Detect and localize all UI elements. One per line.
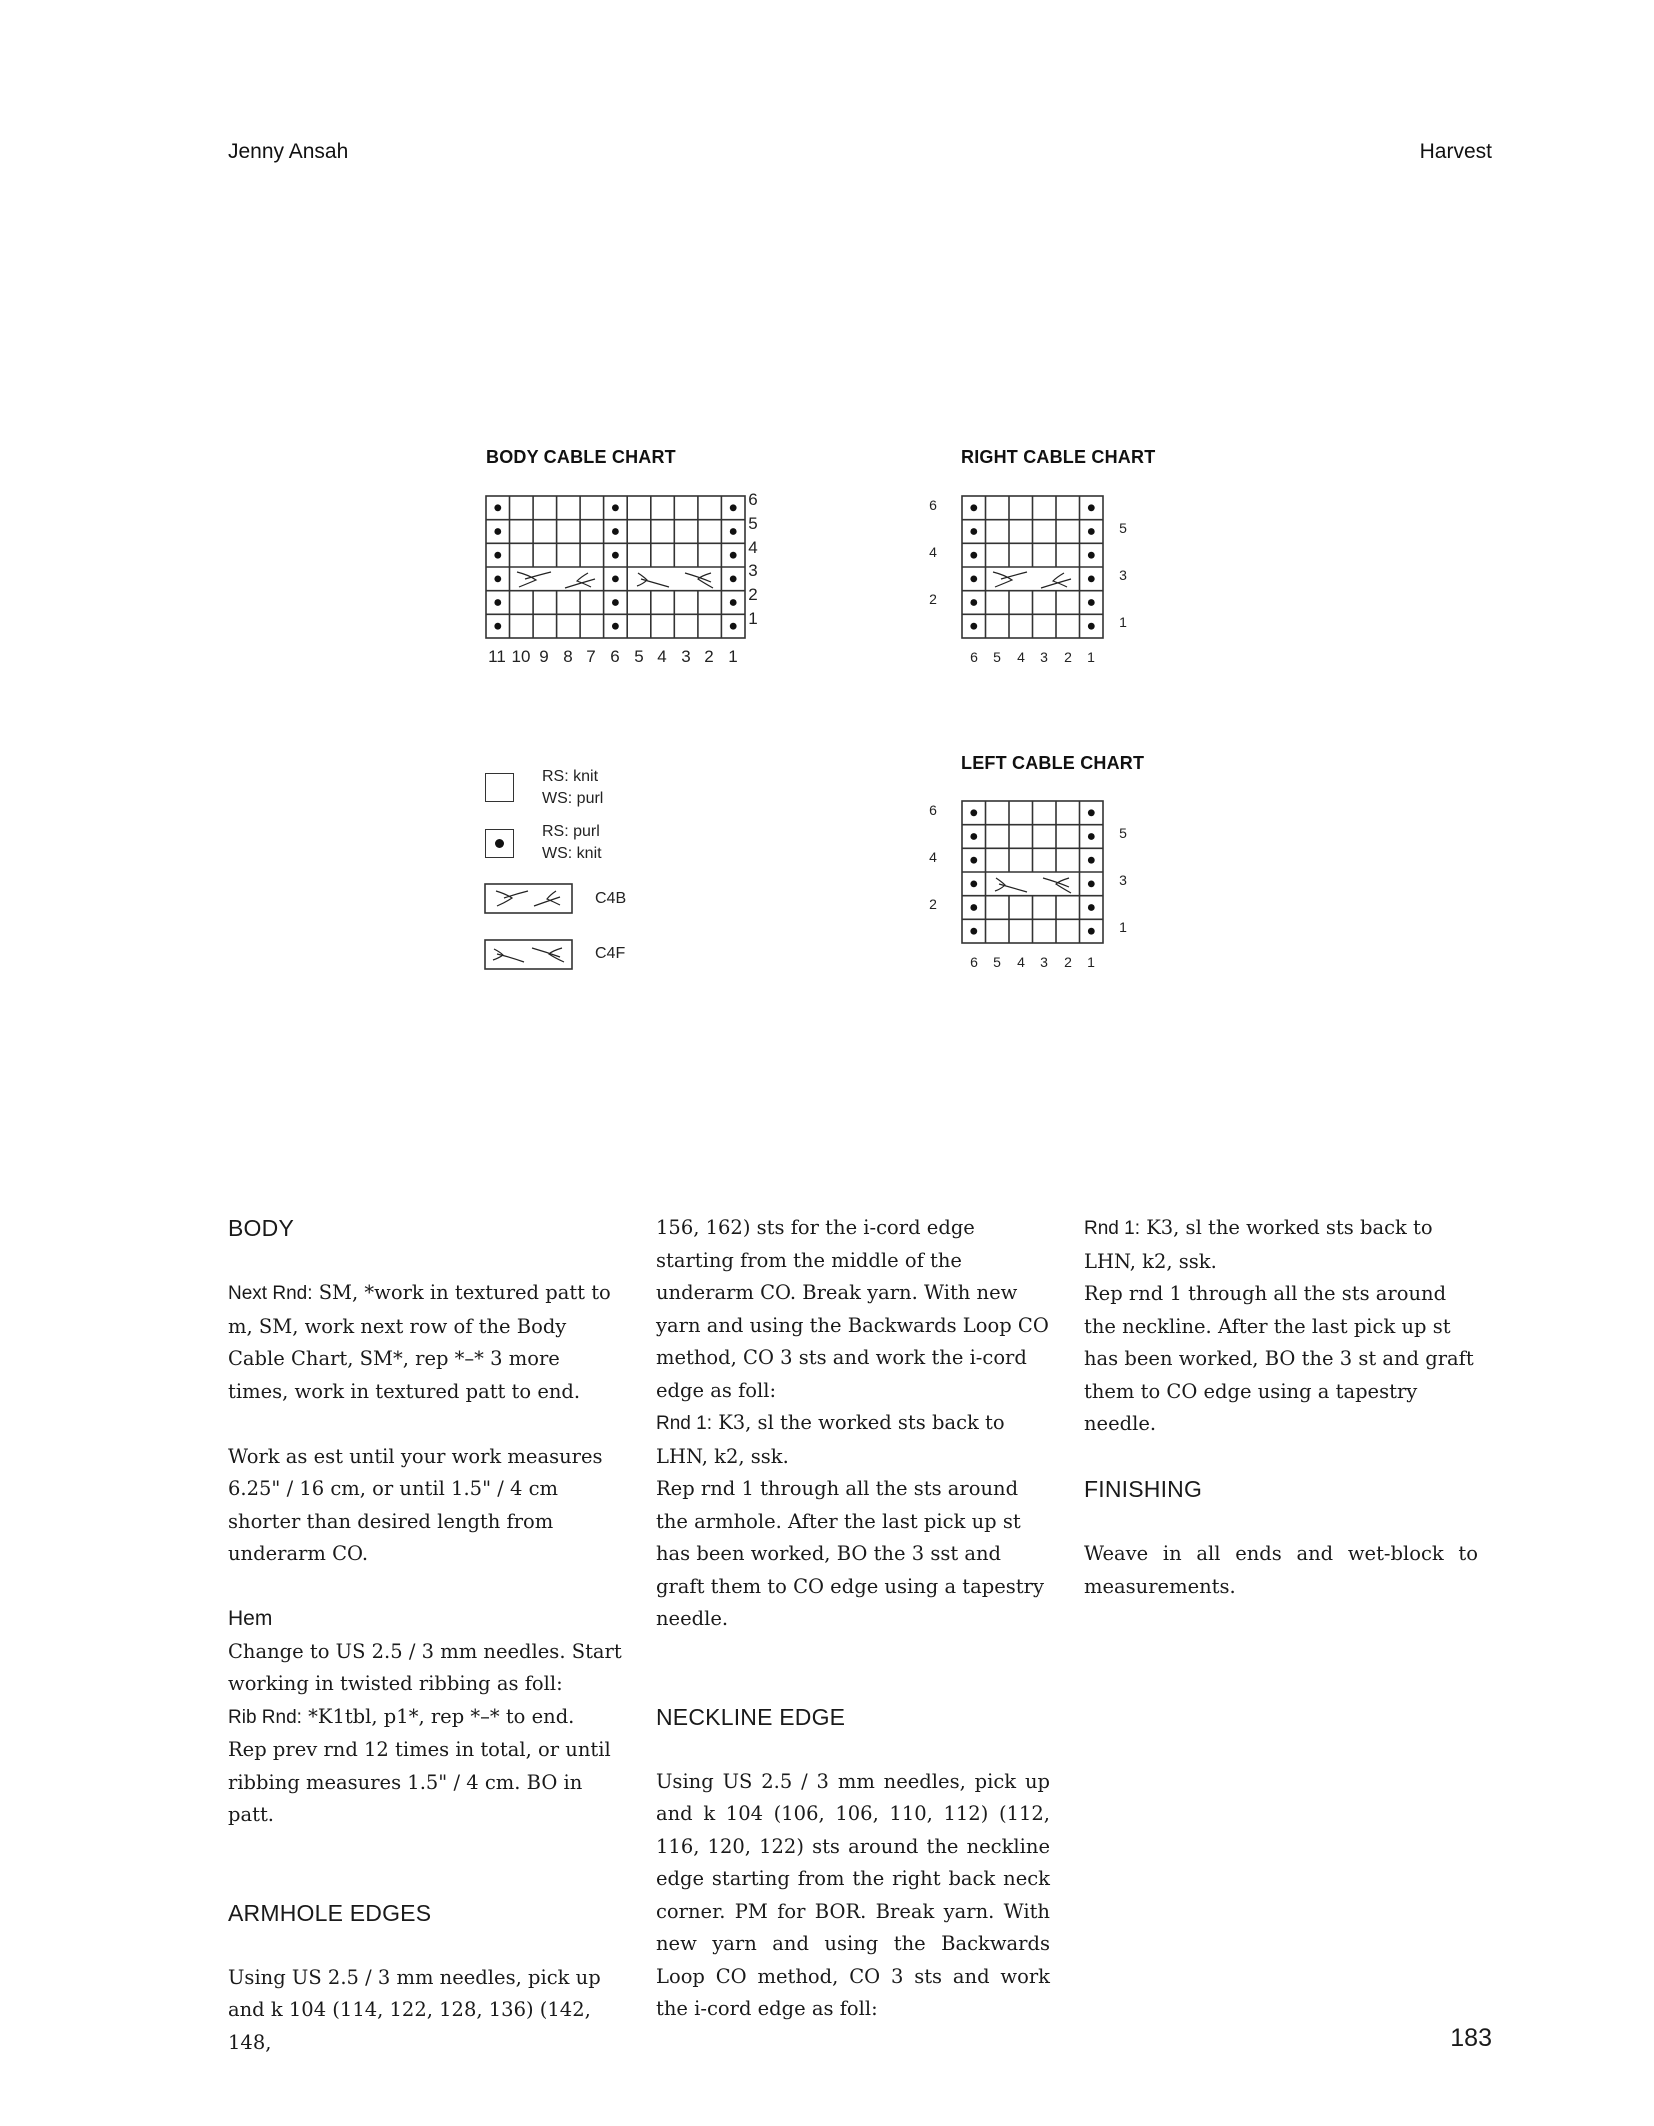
knit-symbol-icon (485, 773, 514, 802)
row-label: 3 (1119, 872, 1127, 888)
column-label: 4 (1017, 954, 1025, 970)
column-label: 7 (586, 647, 596, 666)
next-rnd-instruction (228, 1277, 622, 1408)
row-label: 5 (1119, 520, 1127, 536)
purl-symbol-icon (485, 829, 514, 858)
left-cable-chart-title: LEFT CABLE CHART (961, 753, 1145, 773)
column-label: 8 (563, 647, 573, 666)
armhole-paragraph-continued: 156, 162) sts for the i-cord edge starting from the middle of the underarm CO. Break yarn. With new yarn and using the Backwards Loop CO method, CO 3 sts and work the i-cord edge as foll: (656, 1216, 1049, 1402)
row-label: 6 (748, 490, 758, 509)
running-head-title: Harvest (1419, 140, 1492, 163)
column-label: 11 (488, 647, 506, 666)
column-label: 5 (993, 954, 1001, 970)
column-label: 3 (1040, 649, 1048, 665)
column-label: 10 (511, 647, 531, 666)
column-label: 9 (539, 647, 549, 666)
row-label: 2 (929, 896, 937, 912)
left-cable-chart-grid (961, 800, 1106, 946)
row-label: 1 (1119, 614, 1127, 630)
legend-purl-rs: RS: purl (542, 823, 600, 840)
right-cable-chart-title: RIGHT CABLE CHART (961, 447, 1156, 467)
text-column-3 (1084, 1212, 1478, 1603)
row-label: 6 (929, 497, 937, 513)
c4f-cable-icon (995, 878, 1071, 893)
row-label: 3 (1119, 567, 1127, 583)
legend-knit-rs: RS: knit (542, 768, 599, 785)
instruction-label: Next Rnd: (228, 1283, 313, 1304)
column-label: 1 (1087, 649, 1095, 665)
rnd1-instruction (1084, 1212, 1478, 1278)
section-heading-neckline-edge: NECKLINE EDGE (656, 1703, 846, 1730)
column-label: 1 (1087, 954, 1095, 970)
column-label: 2 (1064, 954, 1072, 970)
instruction-label: Rnd 1: (656, 1413, 712, 1434)
row-label: 5 (748, 514, 758, 533)
legend-purl-ws: WS: knit (542, 845, 602, 862)
c4b-cable-icon (993, 572, 1071, 588)
section-heading-finishing: FINISHING (1084, 1476, 1203, 1502)
neckline-paragraph: Using US 2.5 / 3 mm needles, pick up and k 104 (106, 106, 110, 112) (112, 116, 120, 122) sts around the neckline edge starting from the right back neck corner. PM for BOR. Break yarn. With new yarn and using the Backwards Loop CO method, CO 3 sts and work the i-cord edge as foll: (656, 1769, 1050, 2020)
instruction-label: Rnd 1: (1084, 1218, 1140, 1239)
purl-dot-icon (495, 839, 504, 848)
row-label: 5 (1119, 825, 1127, 841)
column-label: 6 (970, 649, 978, 665)
legend-c4f-label: C4F (595, 945, 626, 962)
hem-paragraph: Change to US 2.5 / 3 mm needles. Start working in twisted ribbing as foll: (228, 1639, 622, 1695)
column-label: 2 (704, 647, 714, 666)
instruction-text: K3, sl the worked sts back to LHN, k2, ssk. (656, 1411, 1005, 1468)
section-heading-body: BODY (228, 1215, 294, 1241)
page-number: 183 (1450, 2024, 1492, 2052)
row-label: 4 (929, 849, 937, 865)
rep-rnd-armhole-paragraph: Rep rnd 1 through all the sts around the armhole. After the last pick up st has been worked, BO the 3 sst and graft them to CO edge using a tapestry needle. (656, 1477, 1044, 1630)
column-label: 5 (993, 649, 1001, 665)
row-label: 6 (929, 802, 937, 818)
row-label: 4 (929, 544, 937, 560)
text-column-1 (228, 1212, 622, 2059)
instruction-text: SM, *work in textured patt to m, SM, work next row of the Body Cable Chart, SM*, rep *–* 3 more times, work in textured patt to end. (228, 1281, 611, 1403)
work-as-est-paragraph: Work as est until your work measures 6.25" / 16 cm, or until 1.5" / 4 cm shorter than desired length from underarm CO. (228, 1444, 603, 1565)
column-label: 6 (970, 954, 978, 970)
row-label: 4 (748, 538, 758, 557)
armhole-paragraph: Using US 2.5 / 3 mm needles, pick up and k 104 (114, 122, 128, 136) (142, 148, (228, 1965, 601, 2054)
c4f-cable-icon (637, 573, 713, 588)
finishing-paragraph: Weave in all ends and wet-block to measurements. (1084, 1542, 1478, 1598)
column-label: 3 (681, 647, 691, 666)
running-head-author: Jenny Ansah (228, 140, 349, 163)
legend-c4b-label: C4B (595, 890, 627, 907)
subheading-hem: Hem (228, 1607, 273, 1630)
c4b-cable-icon (517, 572, 595, 588)
rep-rnd-neckline-paragraph: Rep rnd 1 through all the sts around the neckline. After the last pick up st has been worked, BO the 3 st and graft them to CO edge using a tapestry needle. (1084, 1282, 1474, 1435)
column-label: 4 (657, 647, 667, 666)
text-column-2 (656, 1212, 1050, 2026)
column-label: 5 (634, 647, 644, 666)
instruction-text: K3, sl the worked sts back to LHN, k2, ssk. (1084, 1216, 1433, 1273)
row-label: 1 (1119, 919, 1127, 935)
row-label: 1 (748, 609, 758, 628)
legend-knit-ws: WS: purl (542, 790, 604, 807)
body-cable-chart-title: BODY CABLE CHART (486, 447, 676, 467)
column-label: 6 (610, 647, 620, 666)
rib-rnd-instruction (228, 1701, 622, 1735)
instruction-text: *K1tbl, p1*, rep *–* to end. (308, 1704, 575, 1728)
c4b-symbol-icon (484, 883, 574, 915)
right-cable-chart-grid (961, 495, 1106, 641)
column-label: 1 (728, 647, 738, 666)
instruction-label: Rib Rnd: (228, 1706, 302, 1728)
row-label: 2 (929, 591, 937, 607)
rnd1-instruction (656, 1407, 1050, 1473)
c4f-symbol-icon (484, 939, 574, 971)
column-label: 4 (1017, 649, 1025, 665)
row-label: 2 (748, 585, 758, 604)
body-cable-chart-grid (485, 495, 747, 641)
rep-prev-paragraph: Rep prev rnd 12 times in total, or until ribbing measures 1.5" / 4 cm. BO in patt. (228, 1738, 611, 1826)
row-label: 3 (748, 561, 758, 580)
column-label: 2 (1064, 649, 1072, 665)
column-label: 3 (1040, 954, 1048, 970)
section-heading-armhole-edges: ARMHOLE EDGES (228, 1899, 432, 1926)
